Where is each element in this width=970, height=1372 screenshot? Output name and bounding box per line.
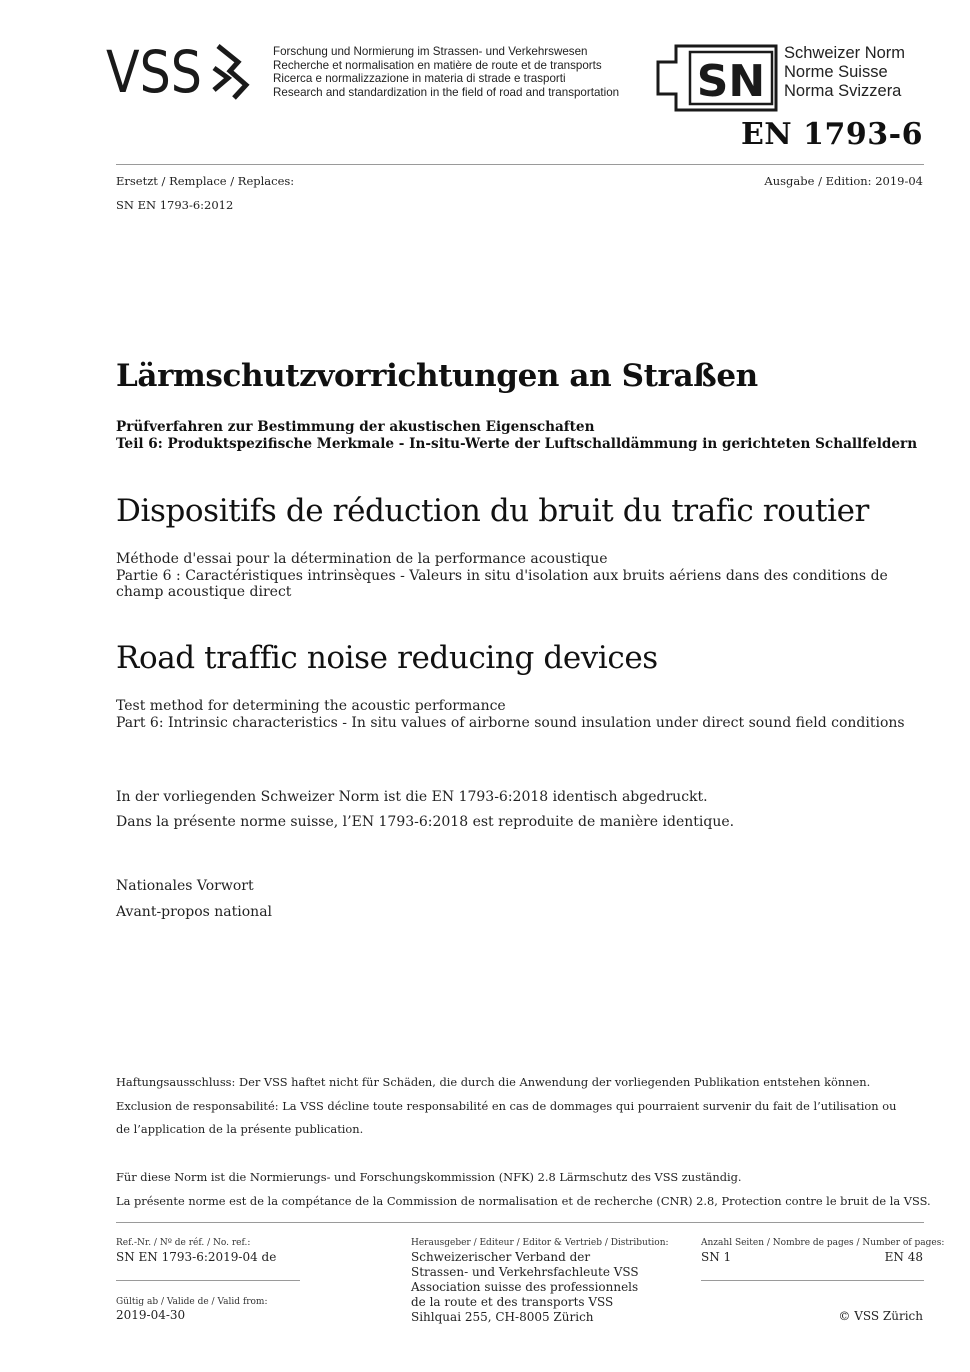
disclaimer-french-line2: de l’application de la présente publication. xyxy=(116,1122,364,1136)
sn-name-fr: Norme Suisse xyxy=(784,63,888,81)
vss-tagline-line: Research and standardization in the field of road and transportation xyxy=(273,85,620,99)
ref-value: SN EN 1793-6:2019-04 de xyxy=(116,1250,277,1264)
subtitle-german-line2: Teil 6: Produktspezifische Merkmale - In-situ-Werte der Luftschalldämmung in gerichteten Schallfeldern xyxy=(116,436,918,452)
subtitle-english xyxy=(116,698,926,731)
valid-from-value: 2019-04-30 xyxy=(116,1308,186,1322)
vss-tagline-line: Recherche et normalisation en matière de route et de transports xyxy=(273,58,602,72)
publisher-address xyxy=(411,1250,639,1325)
norm-number: EN 1793-6 xyxy=(740,117,923,152)
pages-sn: SN 1 xyxy=(701,1250,732,1264)
subtitle-english-line2: Part 6: Intrinsic characteristics - In situ values of airborne sound insulation under direct sound field conditions xyxy=(116,714,905,731)
publisher-line: Association suisse des professionnels xyxy=(411,1280,639,1294)
vss-tagline-line: Ricerca e normalizzazione in materia di strade e trasporti xyxy=(273,72,566,85)
pages-en: EN 48 xyxy=(884,1250,923,1264)
sn-logo xyxy=(656,44,778,112)
title-french: Dispositifs de réduction du bruit du trafic routier xyxy=(116,493,869,529)
publisher-line: de la route et des transports VSS xyxy=(411,1295,614,1309)
subtitle-german xyxy=(116,419,936,453)
title-english: Road traffic noise reducing devices xyxy=(116,640,658,676)
ref-divider xyxy=(116,1280,300,1281)
copyright: © VSS Zürich xyxy=(838,1309,923,1323)
edition-label: Ausgabe / Edition: 2019-04 xyxy=(764,174,923,188)
subtitle-french xyxy=(116,551,926,601)
committee-german: Für diese Norm ist die Normierungs- und Forschungskommission (NFK) 2.8 Lärmschutz des VSS zuständig. xyxy=(116,1170,742,1184)
disclaimer-german: Haftungsausschluss: Der VSS haftet nicht für Schäden, die durch die Anwendung der vorliegenden Publikation entstehen können. xyxy=(116,1075,871,1089)
sn-logo-letters: SN xyxy=(696,56,766,107)
vss-logo-letters: VSS xyxy=(106,40,202,102)
publisher-label: Herausgeber / Editeur / Editor & Vertrieb / Distribution: xyxy=(411,1238,669,1248)
foreword-french: Avant-propos national xyxy=(116,904,273,920)
ref-label: Ref.-Nr. / Nº de réf. / No. ref.: xyxy=(116,1238,251,1248)
sn-name-de: Schweizer Norm xyxy=(784,44,906,62)
foreword-german: Nationales Vorwort xyxy=(116,878,254,894)
publisher-line: Strassen- und Verkehrsfachleute VSS xyxy=(411,1265,639,1279)
committee-french: La présente norme est de la compétance de la Commission de normalisation et de recherche (CNR) 2.8, Protection contre le bruit de la VSS. xyxy=(116,1194,931,1208)
header-divider xyxy=(116,164,924,165)
sn-norm-names xyxy=(784,44,905,101)
identical-note-french: Dans la présente norme suisse, l’EN 1793-6:2018 est reproduite de manière identique. xyxy=(116,814,735,830)
vss-tagline xyxy=(273,45,619,99)
subtitle-french-line1: Méthode d'essai pour la détermination de la performance acoustique xyxy=(116,551,608,567)
replaces-label: Ersetzt / Remplace / Replaces: xyxy=(116,174,295,188)
subtitle-french-line2: Partie 6 : Caractéristiques intrinsèques - Valeurs in situ d'isolation aux bruits aériens dans des conditions de champ acoustique direct xyxy=(116,567,888,600)
title-german: Lärmschutzvorrichtungen an Straßen xyxy=(116,358,758,394)
footer-divider xyxy=(116,1222,924,1223)
identical-note-german: In der vorliegenden Schweizer Norm ist die EN 1793-6:2018 identisch abgedruckt. xyxy=(116,789,708,805)
publisher-line: Sihlquai 255, CH-8005 Zürich xyxy=(411,1310,594,1324)
vss-tagline-line: Forschung und Normierung im Strassen- und Verkehrswesen xyxy=(273,45,588,58)
vss-logo xyxy=(106,40,268,102)
disclaimer-french-line1: Exclusion de responsabilité: La VSS décline toute responsabilité en cas de dommages qui pourraient survenir du fait de l’utilisation ou xyxy=(116,1099,897,1113)
valid-from-label: Gültig ab / Valide de / Valid from: xyxy=(116,1297,268,1307)
publisher-line: Schweizerischer Verband der xyxy=(411,1250,591,1264)
pages-divider xyxy=(701,1280,924,1281)
subtitle-german-line1: Prüfverfahren zur Bestimmung der akustischen Eigenschaften xyxy=(116,419,595,435)
subtitle-english-line1: Test method for determining the acoustic performance xyxy=(116,698,506,714)
pages-label: Anzahl Seiten / Nombre de pages / Number of pages: xyxy=(701,1238,945,1248)
replaces-value: SN EN 1793-6:2012 xyxy=(116,198,234,212)
sn-name-it: Norma Svizzera xyxy=(784,82,902,100)
